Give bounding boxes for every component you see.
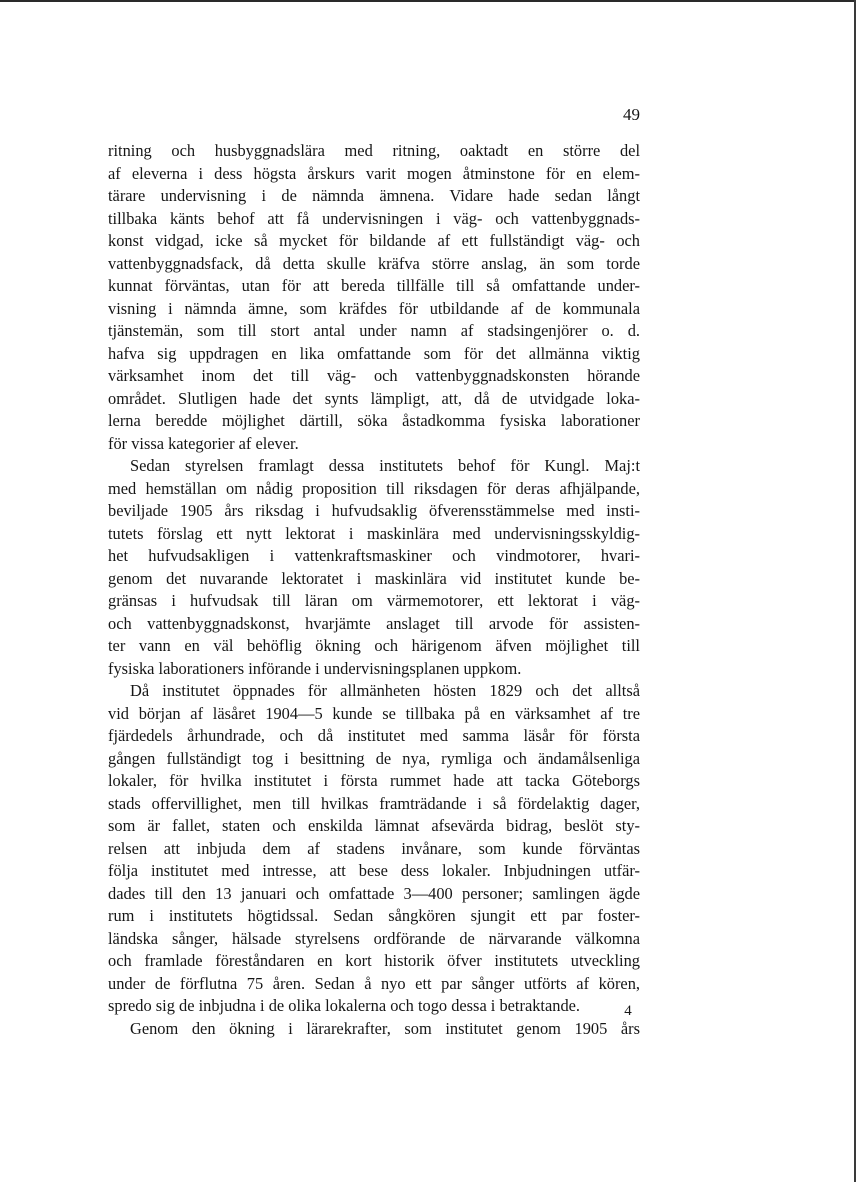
scan-edge-top (0, 0, 856, 2)
text-line: Genom den ökning i lärarekrafter, som institutet genom 1905 års (130, 1018, 640, 1038)
text-line: spredo sig de inbjudna i de olika lokalerna och togo dessa i betraktande. (108, 996, 581, 1015)
text-line: gången fullständigt tog i besittning de nya, rymliga och ändamålsenliga (108, 748, 640, 768)
text-line: af eleverna i dess högsta årskurs varit mogen åtminstone för en elem- (108, 163, 640, 183)
text-line: vid början af läsåret 1904—5 kunde se tillbaka på en värksamhet af tre (108, 703, 640, 723)
text-line: ritning och husbyggnadslära med ritning, oaktadt en större del (108, 141, 640, 160)
text-line: för vissa kategorier af elever. (108, 433, 299, 453)
text-line: vattenbyggnadsfack, då detta skulle kräfva större anslag, än som torde (108, 253, 640, 273)
text-line: Då institutet öppnades för allmänheten hösten 1829 och det alltså (130, 681, 640, 700)
signature-mark: 4 (624, 1003, 632, 1019)
text-line: fjärdedels århundrade, och då institutet med samma läsår för första (108, 726, 640, 745)
text-line: följa institutet med intresse, att bese dess lokaler. Inbjudningen utfär- (108, 861, 640, 880)
text-line: gränsas i hufvudsak till läran om värmemotorer, ett lektorat i väg- (108, 591, 640, 610)
text-line: lerna beredde möjlighet därtill, söka åstadkomma fysiska laborationer (108, 411, 640, 430)
text-line: konst vidgad, icke så mycket för bildande af ett fullständigt väg- och (108, 231, 640, 250)
text-line: ter vann en väl behöflig ökning och härigenom äfven möjlighet till (108, 636, 640, 655)
text-line: området. Slutligen hade det synts lämpligt, att, då de utvidgade loka- (108, 388, 640, 408)
text-line: ländska sånger, hälsade styrelsens ordförande de närvarande välkomna (108, 928, 640, 948)
page-number: 49 (623, 105, 640, 124)
text-line: stads offervillighet, men till hvilkas framträdande i så fördelaktig dager, (108, 793, 640, 813)
text-line: under de förflutna 75 åren. Sedan å nyo ett par sånger utförts af kören, (108, 973, 640, 993)
text-line: relsen att inbjuda dem af stadens invånare, som kunde förväntas (108, 838, 640, 858)
text-line: kunnat förväntas, utan för att bereda tillfälle till så omfattande under- (108, 276, 640, 295)
text-line: och vattenbyggnadskonst, hvarjämte anslaget till arvode för assisten- (108, 613, 640, 633)
text-line: tillbaka känts behof att få undervisningen i väg- och vattenbyggnads- (108, 208, 640, 228)
text-line: dades till den 13 januari och omfattade 3—400 personer; samlingen ägde (108, 883, 640, 903)
text-line: tjänstemän, som till stort antal under namn af stadsingenjörer o. d. (108, 321, 640, 340)
text-line: rum i institutets högtidssal. Sedan sångkören sjungit ett par foster- (108, 906, 640, 925)
text-line: fysiska laborationers införande i undervisningsplanen uppkom. (108, 658, 522, 678)
text-line: och framlade föreståndaren en kort historik öfver institutets utveckling (108, 951, 640, 970)
text-line: het hufvudsakligen i vattenkraftsmaskiner och vindmotorer, hvari- (108, 546, 640, 565)
text-line: visning i nämnda ämne, som kräfdes för utbildande af de kommunala (108, 298, 640, 318)
text-line: värksamhet inom det till väg- och vattenbyggnadskonsten hörande (108, 366, 640, 385)
text-line: Sedan styrelsen framlagt dessa institutets behof för Kungl. Maj:t (130, 456, 640, 475)
text-line: genom det nuvarande lektoratet i maskinlära vid institutet kunde be- (108, 568, 640, 588)
text-line: som är fallet, staten och enskilda lämnat afsevärda bidrag, beslöt sty- (108, 816, 640, 835)
text-line: med hemställan om nådig proposition till riksdagen för deras afhjälpande, (108, 478, 640, 498)
text-line: beviljade 1905 års riksdag i hufvudsaklig öfverensstämmelse med insti- (108, 501, 640, 520)
text-line: lokaler, för hvilka institutet i första rummet hade att tacka Göteborgs (108, 771, 640, 790)
body-text (108, 140, 640, 1040)
text-line: tutets förslag ett nytt lektorat i maskinlära med undervisningsskyldig- (108, 523, 640, 543)
text-line: hafva sig uppdragen en lika omfattande som för det allmänna viktig (108, 343, 640, 363)
text-line: tärare undervisning i de nämnda ämnena. Vidare hade sedan långt (108, 186, 640, 205)
